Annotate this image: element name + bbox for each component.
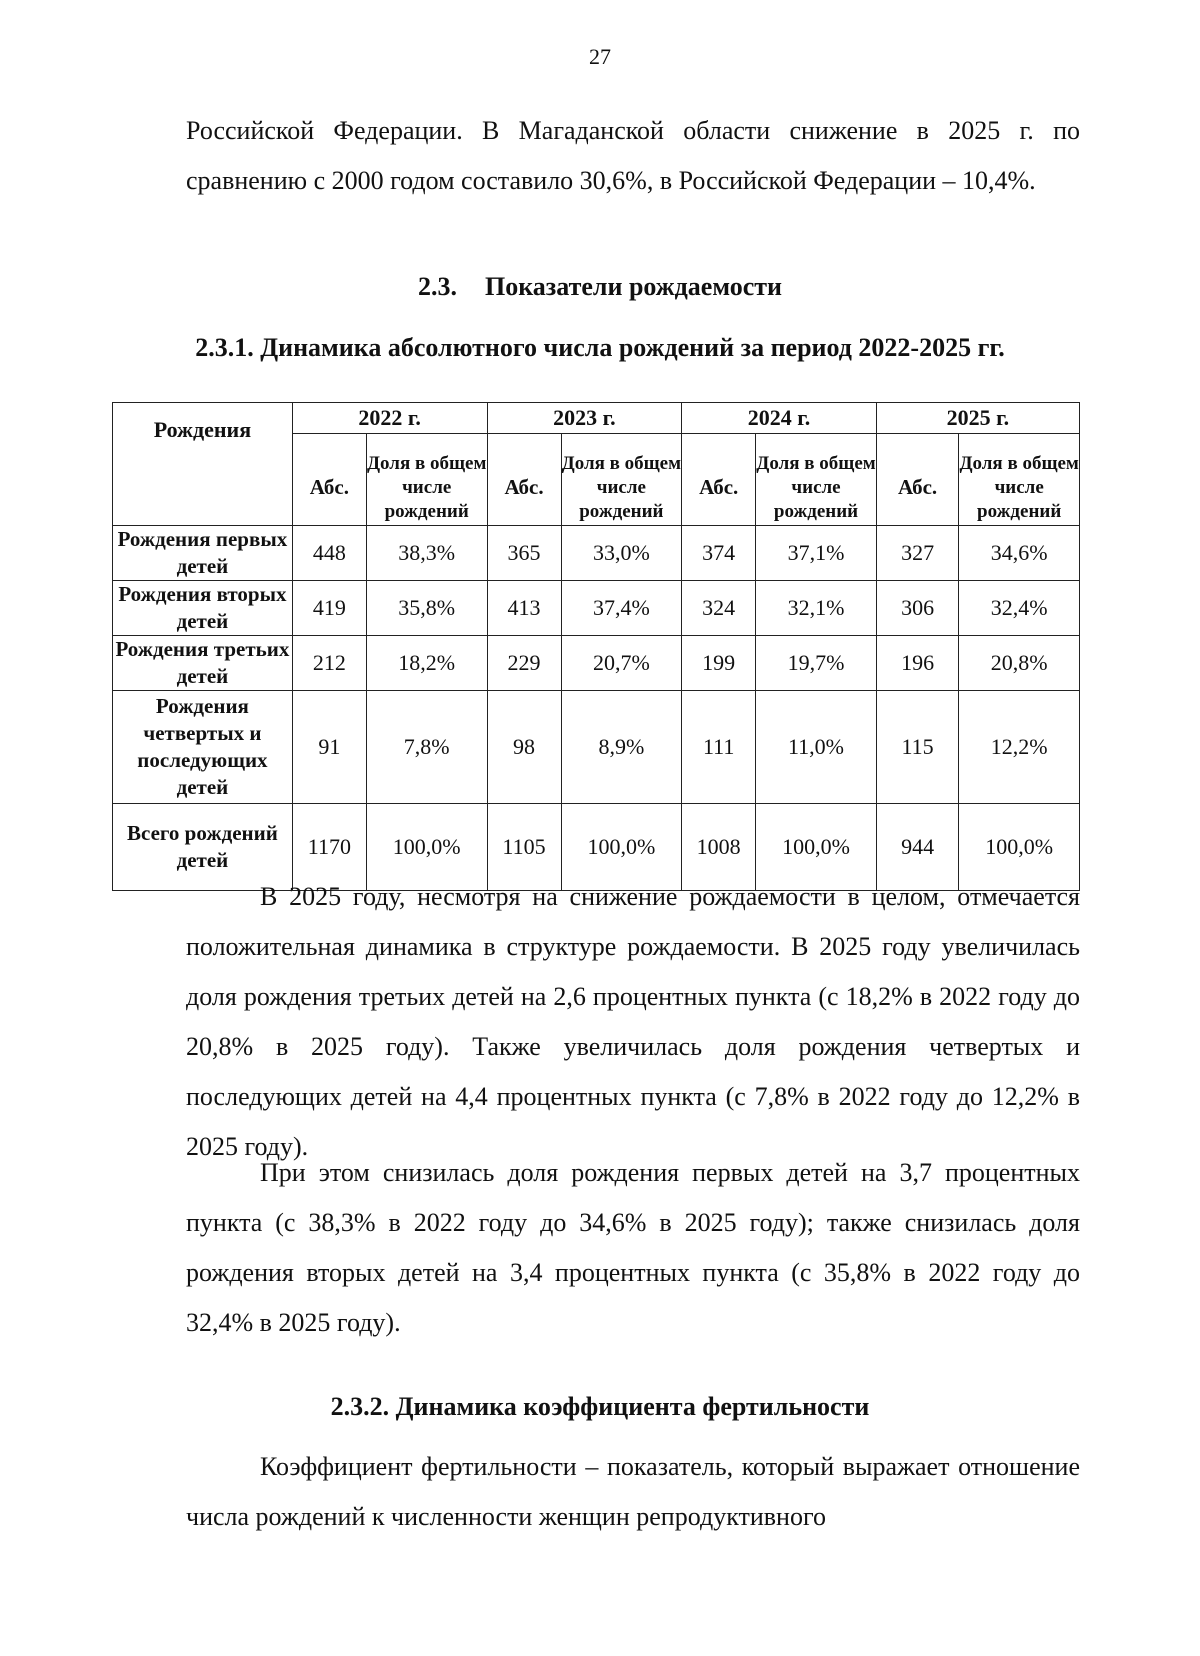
row-label: Рождения вторых детей	[113, 581, 293, 636]
share-header: Доля в общем числе рождений	[366, 434, 487, 526]
table-row	[113, 691, 1080, 804]
row-label: Всего рождений детей	[113, 804, 293, 891]
share-value-cell: 8,9%	[561, 691, 682, 804]
section-heading	[0, 272, 1200, 302]
share-value-cell: 100,0%	[959, 804, 1080, 891]
row-label: Рождения четвертых и последующих детей	[113, 691, 293, 804]
abs-value-cell: 944	[876, 804, 959, 891]
paragraph-3: При этом снизилась доля рождения первых детей на 3,7 процентных пункта (с 38,3% в 2022 году до 34,6% в 2025 году); также снизилась доля рождения вторых детей на 3,4 процентных пункта (с 35,8% в 2022 году до 32,4% в 2025 году).	[186, 1158, 1080, 1337]
subsection-heading-1: 2.3.1. Динамика абсолютного числа рождений за период 2022-2025 гг.	[195, 333, 1005, 362]
abs-value-cell: 98	[487, 691, 561, 804]
share-value-cell: 18,2%	[366, 636, 487, 691]
subsection-heading-2: 2.3.2. Динамика коэффициента фертильности	[330, 1392, 870, 1421]
births-table	[112, 402, 1080, 891]
abs-value-cell: 229	[487, 636, 561, 691]
share-header: Доля в общем числе рождений	[561, 434, 682, 526]
births-table-body	[113, 526, 1080, 891]
row-label: Рождения первых детей	[113, 526, 293, 581]
share-value-cell: 11,0%	[756, 691, 877, 804]
abs-value-cell: 91	[292, 691, 366, 804]
share-value-cell: 32,4%	[959, 581, 1080, 636]
table-row	[113, 526, 1080, 581]
abs-header: Абс.	[682, 434, 756, 526]
share-value-cell: 100,0%	[366, 804, 487, 891]
share-value-cell: 19,7%	[756, 636, 877, 691]
intro-paragraph: Российской Федерации. В Магаданской области снижение в 2025 г. по сравнению с 2000 годом составило 30,6%, в Российской Федерации – 10,4%.	[186, 116, 1080, 195]
abs-value-cell: 1170	[292, 804, 366, 891]
share-value-cell: 35,8%	[366, 581, 487, 636]
share-value-cell: 34,6%	[959, 526, 1080, 581]
year-header: 2024 г.	[682, 403, 877, 434]
section-title: Показатели рождаемости	[485, 272, 782, 301]
share-value-cell: 100,0%	[561, 804, 682, 891]
abs-header: Абс.	[876, 434, 959, 526]
abs-value-cell: 1008	[682, 804, 756, 891]
abs-value-cell: 413	[487, 581, 561, 636]
section-number: 2.3.	[418, 272, 457, 301]
abs-value-cell: 196	[876, 636, 959, 691]
share-value-cell: 100,0%	[756, 804, 877, 891]
share-value-cell: 20,7%	[561, 636, 682, 691]
abs-value-cell: 324	[682, 581, 756, 636]
share-value-cell: 7,8%	[366, 691, 487, 804]
abs-value-cell: 1105	[487, 804, 561, 891]
table-row	[113, 581, 1080, 636]
share-value-cell: 20,8%	[959, 636, 1080, 691]
year-header: 2022 г.	[292, 403, 487, 434]
paragraph-2: В 2025 году, несмотря на снижение рождаемости в целом, отмечается положительная динамика в структуре рождаемости. В 2025 году увеличилась доля рождения третьих детей на 2,6 процентных пункта (с 18,2% в 2022 году до 20,8% в 2025 году). Также увеличилась доля рождения четвертых и последующих детей на 4,4 процентных пункта (с 7,8% в 2022 году до 12,2% в 2025 году).	[186, 882, 1080, 1161]
abs-value-cell: 306	[876, 581, 959, 636]
abs-value-cell: 448	[292, 526, 366, 581]
share-value-cell: 32,1%	[756, 581, 877, 636]
share-value-cell: 33,0%	[561, 526, 682, 581]
year-header: 2025 г.	[876, 403, 1079, 434]
abs-value-cell: 115	[876, 691, 959, 804]
share-value-cell: 12,2%	[959, 691, 1080, 804]
table-row	[113, 636, 1080, 691]
row-label: Рождения третьих детей	[113, 636, 293, 691]
year-header: 2023 г.	[487, 403, 682, 434]
paragraph-4: Коэффициент фертильности – показатель, который выражает отношение числа рождений к численности женщин репродуктивного	[186, 1452, 1080, 1531]
share-value-cell: 38,3%	[366, 526, 487, 581]
abs-header: Абс.	[292, 434, 366, 526]
share-header: Доля в общем числе рождений	[959, 434, 1080, 526]
share-header: Доля в общем числе рождений	[756, 434, 877, 526]
abs-header: Абс.	[487, 434, 561, 526]
share-value-cell: 37,1%	[756, 526, 877, 581]
page-number: 27	[589, 44, 611, 69]
abs-value-cell: 365	[487, 526, 561, 581]
abs-value-cell: 374	[682, 526, 756, 581]
abs-value-cell: 212	[292, 636, 366, 691]
table-row-header: Рождения	[113, 403, 293, 526]
abs-value-cell: 199	[682, 636, 756, 691]
abs-value-cell: 327	[876, 526, 959, 581]
abs-value-cell: 419	[292, 581, 366, 636]
share-value-cell: 37,4%	[561, 581, 682, 636]
abs-value-cell: 111	[682, 691, 756, 804]
